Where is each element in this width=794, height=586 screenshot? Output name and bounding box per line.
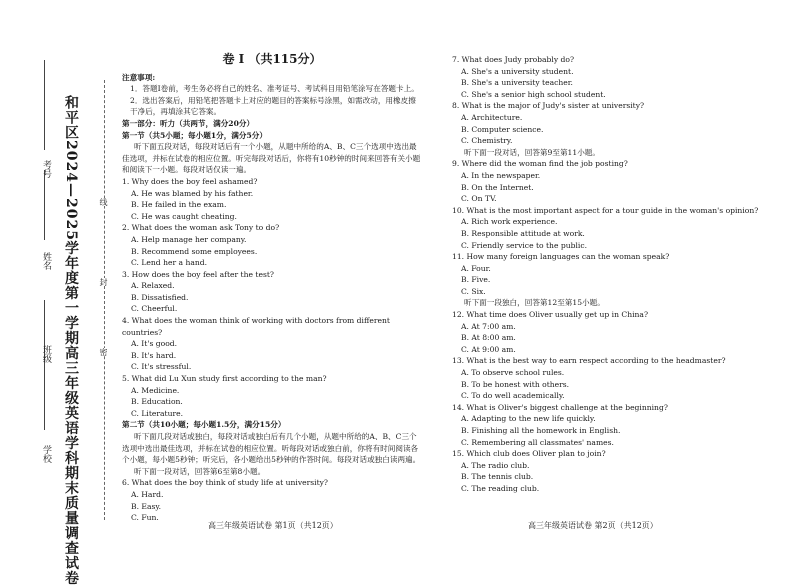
option: C. Cheerful. xyxy=(131,304,178,314)
question-text: 15. Which club does Oliver plan to join? xyxy=(452,449,606,459)
question-4 xyxy=(122,315,422,373)
question-2 xyxy=(122,222,422,268)
question-15 xyxy=(452,448,772,494)
exam-title-vertical: 和平区2024—2025学年度第一学期高三年级英语学科期末质量调查试卷 xyxy=(63,95,79,586)
listening-prompt-12-15: 听下面一段独白，回答第12至第15小题。 xyxy=(464,298,605,308)
question-1 xyxy=(122,176,422,222)
section1-instructions: 听下面五段对话，每段对话后有一个小题，从题中所给的A、B、C三个选项中选出最佳选项，并标在试卷的相应位置。听完每段对话后，你将有10秒钟的时间来回答有关小题和阅读下一小题。每段对话仅读一遍。 xyxy=(122,142,421,175)
question-text: 14. What is Oliver's biggest challenge at the beginning? xyxy=(452,402,668,412)
option: A. She's a university student. xyxy=(461,66,574,76)
option: A. At 7:00 am. xyxy=(461,321,516,331)
notes-item-1: 1．答题Ⅰ卷前，考生务必将自己的姓名、准考证号、考试科目用铅笔涂写在答题卡上。 xyxy=(130,84,419,94)
option: B. Dissatisfied. xyxy=(131,292,189,302)
page-footer-right: 高三年级英语试卷 第2页（共12页） xyxy=(528,521,658,530)
section-title: 卷 I （共115分） xyxy=(222,52,322,66)
seal-mark-feng: 封 xyxy=(99,278,108,286)
right-column xyxy=(452,54,772,495)
option: C. On TV. xyxy=(461,194,497,204)
field-class: 班级 xyxy=(41,345,51,363)
field-line xyxy=(44,170,45,240)
question-9 xyxy=(452,158,772,204)
option: C. He was caught cheating. xyxy=(131,211,237,221)
option: A. In the newspaper. xyxy=(461,170,541,180)
question-8 xyxy=(452,100,772,146)
option: A. It's good. xyxy=(131,339,178,349)
option: C. To do well academically. xyxy=(461,391,565,401)
option: B. On the Internet. xyxy=(461,182,534,192)
option: C. Six. xyxy=(461,286,486,296)
option: C. Friendly service to the public. xyxy=(461,240,587,250)
question-text: 12. What time does Oliver usually get up in China? xyxy=(452,310,649,320)
option: A. To observe school rules. xyxy=(461,368,565,378)
question-text: 13. What is the best way to earn respect according to the headmaster? xyxy=(452,356,726,366)
option: B. Easy. xyxy=(131,501,162,511)
question-text: 1. Why does the boy feel ashamed? xyxy=(122,176,258,186)
option: A. Medicine. xyxy=(131,385,180,395)
option: B. Responsible attitude at work. xyxy=(461,228,585,238)
option: B. He failed in the exam. xyxy=(131,200,227,210)
page-footer-left: 高三年级英语试卷 第1页（共12页） xyxy=(208,521,338,530)
option: C. She's a senior high school student. xyxy=(461,89,606,99)
listening-prompt-9-11: 听下面一段对话，回答第9至第11小题。 xyxy=(464,147,600,157)
question-14 xyxy=(452,402,772,448)
option: A. Adapting to the new life quickly. xyxy=(461,414,596,424)
question-text: 9. Where did the woman find the job posting? xyxy=(452,159,628,169)
question-text: 10. What is the most important aspect for a tour guide in the woman's opinion? xyxy=(452,205,759,215)
question-text: 6. What does the boy think of study life at university? xyxy=(122,478,328,488)
question-text: 8. What is the major of Judy's sister at university? xyxy=(452,101,645,111)
question-text: 7. What does Judy probably do? xyxy=(452,55,575,64)
option: C. Fun. xyxy=(131,513,159,523)
option: A. The radio club. xyxy=(461,460,530,470)
seal-mark-mi: 密 xyxy=(99,348,108,356)
question-text: 3. How does the boy feel after the test? xyxy=(122,269,274,279)
section2-instructions: 听下面几段对话或独白，每段对话或独白后有几个小题，从题中所给的A、B、C三个选项中选出最佳选项，并标在试卷的相应位置。听每段对话或独白前，你将有时间阅读各个小题，每小题5秒钟；听完后，各小题给出5秒钟的作答时间。每段对话或独白读两遍。 xyxy=(122,432,421,465)
option: B. It's hard. xyxy=(131,350,177,360)
listening-prompt-6-8: 听下面一段对话，回答第6至第8小题。 xyxy=(134,466,266,476)
question-10 xyxy=(452,205,772,251)
notes-item-2: 2．选出答案后，用铅笔把答题卡上对应的题目的答案标号涂黑，如需改动，用橡皮擦干净后，再填涂其它答案。 xyxy=(130,95,416,117)
option: B. To be honest with others. xyxy=(461,379,570,389)
question-5 xyxy=(122,373,422,419)
binding-margin xyxy=(0,0,118,586)
option: C. The reading club. xyxy=(461,483,540,493)
option: B. Recommend some employees. xyxy=(131,246,258,256)
question-text: 5. What did Lu Xun study first according to the man? xyxy=(122,374,327,384)
question-11 xyxy=(452,251,772,297)
option: C. It's stressful. xyxy=(131,362,192,372)
option: A. Rich work experience. xyxy=(461,217,558,227)
option: B. The tennis club. xyxy=(461,472,534,482)
option: C. Chemistry. xyxy=(461,136,513,146)
option: C. Literature. xyxy=(131,408,184,418)
section1-heading: 第一节（共5小题；每小题1分，满分5分） xyxy=(122,130,267,140)
question-12 xyxy=(452,309,772,355)
field-school: 学校 xyxy=(41,445,51,463)
option: A. Hard. xyxy=(131,489,164,499)
option: A. Relaxed. xyxy=(131,281,175,291)
field-name: 姓名 xyxy=(41,252,51,270)
option: B. Finishing all the homework in English. xyxy=(461,426,621,435)
option: B. She's a university teacher. xyxy=(461,78,573,88)
option: B. At 8:00 am. xyxy=(461,333,516,343)
question-13 xyxy=(452,355,772,401)
question-text: 4. What does the woman think of working with doctors from different countries? xyxy=(122,316,390,337)
option: A. He was blamed by his father. xyxy=(131,188,254,198)
part1-heading: 第一部分：听力（共两节，满分20分） xyxy=(122,118,255,128)
notes-heading: 注意事项: xyxy=(122,72,156,82)
field-number: 考号 xyxy=(41,160,51,178)
field-line xyxy=(44,60,45,150)
option: B. Computer science. xyxy=(461,124,544,134)
question-7 xyxy=(452,54,772,100)
question-text: 2. What does the woman ask Tony to do? xyxy=(122,223,280,233)
field-line xyxy=(44,300,45,430)
seal-mark-xian: 线 xyxy=(99,198,108,206)
seal-line xyxy=(104,80,105,520)
option: A. Architecture. xyxy=(461,112,523,122)
question-text: 11. How many foreign languages can the woman speak? xyxy=(452,252,670,262)
option: C. Remembering all classmates' names. xyxy=(461,437,614,447)
option: A. Four. xyxy=(461,263,491,273)
section2-heading: 第二节（共10小题；每小题1.5分，满分15分） xyxy=(122,420,286,430)
option: B. Education. xyxy=(131,397,183,407)
option: B. Five. xyxy=(461,275,491,285)
option: A. Help manage her company. xyxy=(131,234,247,244)
question-3 xyxy=(122,269,422,315)
question-6 xyxy=(122,477,422,523)
option: C. At 9:00 am. xyxy=(461,344,516,354)
left-column xyxy=(122,0,422,524)
option: C. Lend her a hand. xyxy=(131,258,208,268)
